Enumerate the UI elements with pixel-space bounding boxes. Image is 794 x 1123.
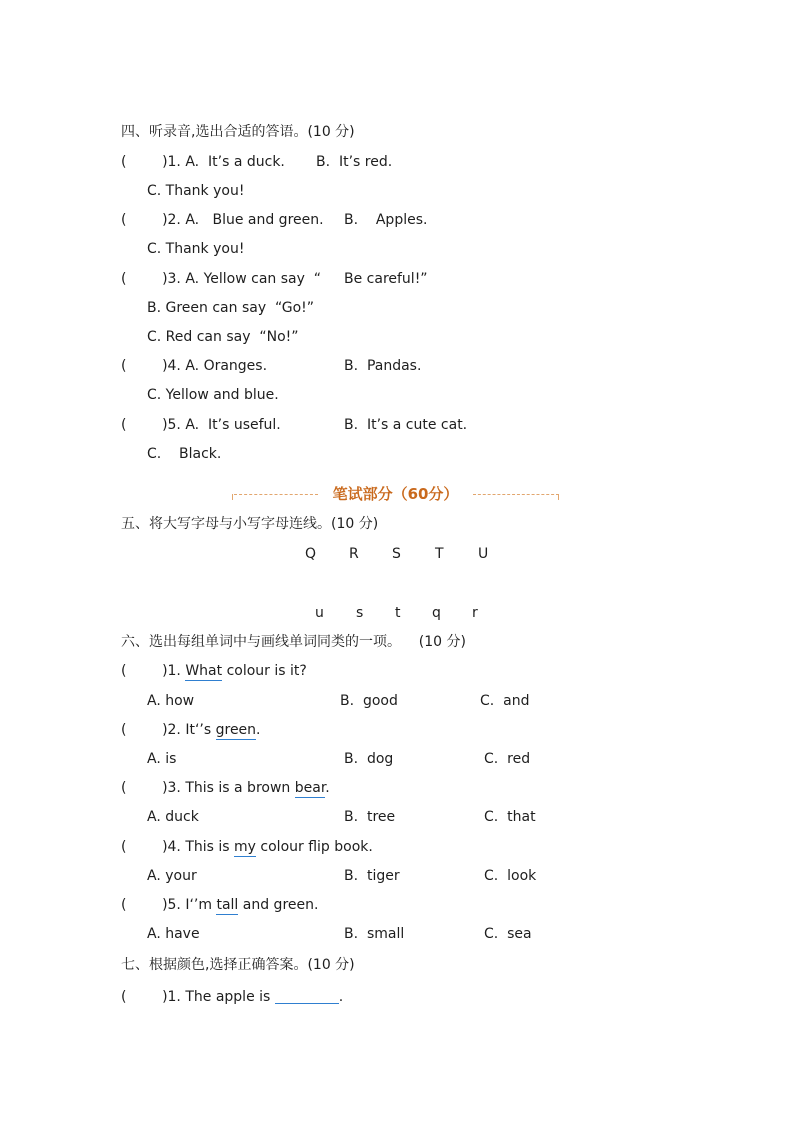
- lowercase-letter: q: [432, 605, 441, 621]
- q6-5-option-c: C. sea: [484, 926, 532, 942]
- q6-4-option-b: B. tiger: [344, 868, 400, 884]
- lowercase-letter: r: [472, 605, 478, 621]
- banner-corner-right: [558, 494, 561, 500]
- q6-4-option-a: A. your: [147, 868, 197, 884]
- q4-5-stem: ( )5. A. It’s useful.: [121, 417, 281, 433]
- q4-3-stem: ( )3. A. Yellow can say “: [121, 271, 322, 287]
- q6-1-option-b: B. good: [340, 693, 398, 709]
- q6-5-option-b: B. small: [344, 926, 405, 942]
- q4-5-option-b: B. It’s a cute cat.: [344, 417, 468, 433]
- q6-1-stem: ( )1. What colour is it?: [121, 663, 307, 679]
- uppercase-letter: U: [478, 546, 489, 562]
- q4-2-option-c: C. Thank you!: [147, 241, 245, 257]
- q4-2-stem: ( )2. A. Blue and green.: [121, 212, 324, 228]
- q6-3-option-a: A. duck: [147, 809, 199, 825]
- q4-1-option-c: C. Thank you!: [147, 183, 245, 199]
- section-5-heading: 五、将大写字母与小写字母连线。(10 分): [121, 516, 379, 532]
- banner-divider-left: [234, 494, 318, 495]
- q6-2-option-b: B. dog: [344, 751, 394, 767]
- uppercase-letter: Q: [305, 546, 317, 562]
- q6-1-option-c: C. and: [480, 693, 530, 709]
- uppercase-letter: R: [349, 546, 359, 562]
- underlined-word: green: [215, 722, 257, 738]
- section-4-heading: 四、听录音,选出合适的答语。(10 分): [121, 124, 355, 140]
- underlined-word: my: [234, 839, 256, 855]
- q6-1-option-a: A. how: [147, 693, 195, 709]
- underlined-word: bear: [294, 780, 326, 796]
- uppercase-letter: S: [392, 546, 401, 562]
- q4-1-option-b: B. It’s red.: [316, 154, 393, 170]
- lowercase-letter: u: [315, 605, 324, 621]
- banner-divider-right: [473, 494, 559, 495]
- q4-3-option-c: C. Red can say “No!”: [147, 329, 299, 345]
- q4-1-stem: ( )1. A. It’s a duck.: [121, 154, 285, 170]
- q4-3-option-b: B. Green can say “Go!”: [147, 300, 315, 316]
- underlined-word: tall: [216, 897, 239, 913]
- banner-corner-left: [232, 494, 235, 500]
- q4-4-option-b: B. Pandas.: [344, 358, 422, 374]
- q6-5-option-a: A. have: [147, 926, 200, 942]
- q7-1-stem: ( )1. The apple is .: [121, 989, 344, 1005]
- q4-2-option-b: B. Apples.: [344, 212, 428, 228]
- q6-2-option-a: A. is: [147, 751, 177, 767]
- q6-5-stem: ( )5. I‘’m tall and green.: [121, 897, 319, 913]
- q4-4-option-c: C. Yellow and blue.: [147, 387, 279, 403]
- lowercase-letter: s: [356, 605, 364, 621]
- q4-5-option-c: C. Black.: [147, 446, 222, 462]
- q6-3-option-c: C. that: [484, 809, 536, 825]
- q6-4-option-c: C. look: [484, 868, 537, 884]
- q6-2-option-c: C. red: [484, 751, 531, 767]
- written-part-banner-title: 笔试部分（60分）: [332, 485, 459, 503]
- q6-3-stem: ( )3. This is a brown bear.: [121, 780, 330, 796]
- q6-2-stem: ( )2. It‘’s green.: [121, 722, 261, 738]
- answer-blank[interactable]: [275, 989, 339, 1004]
- uppercase-letter: T: [435, 546, 444, 562]
- underlined-word: What: [185, 663, 223, 679]
- section-6-heading: 六、选出每组单词中与画线单词同类的一项。 (10 分): [121, 634, 466, 650]
- q6-3-option-b: B. tree: [344, 809, 396, 825]
- q6-4-stem: ( )4. This is my colour flip book.: [121, 839, 373, 855]
- section-7-heading: 七、根据颜色,选择正确答案。(10 分): [121, 957, 355, 973]
- q4-3-stem-continued: Be careful!”: [344, 271, 428, 287]
- q4-4-stem: ( )4. A. Oranges.: [121, 358, 268, 374]
- lowercase-letter: t: [395, 605, 401, 621]
